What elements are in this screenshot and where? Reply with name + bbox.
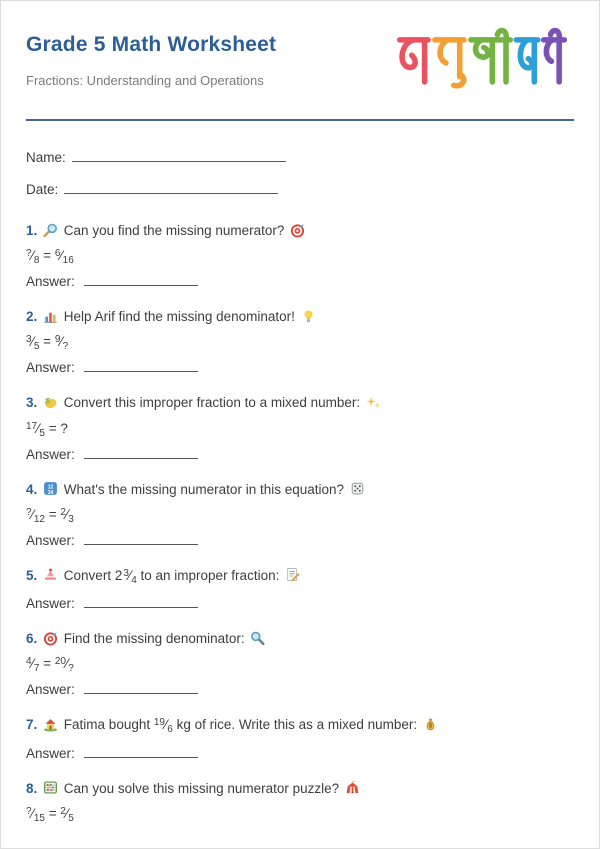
- equation-text: =: [48, 506, 57, 522]
- fraction: $^?⁄_{12}$: [26, 506, 45, 525]
- name-field: [26, 149, 574, 165]
- page-subtitle: Fractions: Understanding and Operations: [26, 73, 264, 88]
- answer-blank: [84, 596, 198, 608]
- equation: [26, 248, 574, 267]
- equation-text: =: [43, 656, 52, 672]
- question-number: 8.: [26, 780, 38, 796]
- question-text: [63, 717, 418, 736]
- denominator: 7: [33, 663, 40, 675]
- fraction: $^{17}⁄_5$: [26, 420, 45, 439]
- denominator: 6: [167, 724, 173, 736]
- equation: [26, 656, 574, 675]
- question-title: [26, 394, 574, 412]
- equation: [26, 334, 574, 353]
- question-number: 5.: [26, 567, 38, 583]
- memo-icon: [285, 567, 300, 582]
- question: [26, 630, 574, 697]
- question-number: 7.: [26, 717, 38, 733]
- text-segment: Can you solve this missing numerator puzzle?: [63, 780, 340, 796]
- question-number: 4.: [26, 481, 38, 497]
- house-garden-icon: [43, 717, 58, 732]
- numerator: 17: [26, 420, 38, 432]
- light-bulb-icon: [301, 309, 316, 324]
- answer-label: Answer:: [26, 682, 75, 698]
- numerator: 6: [54, 248, 61, 260]
- fraction: $^{19}⁄_6$: [153, 717, 173, 736]
- mango-icon: [43, 395, 58, 410]
- input-numbers-icon: [43, 481, 58, 496]
- answer-row: [26, 682, 574, 697]
- answer-row: [26, 360, 574, 375]
- date-field: [26, 181, 574, 197]
- answer-row: [26, 274, 574, 289]
- denominator: 5: [39, 427, 45, 439]
- question-title: [26, 481, 574, 499]
- denominator: 15: [33, 812, 45, 824]
- questions: [26, 222, 574, 824]
- denominator: 3: [68, 513, 74, 525]
- answer-blank: [84, 274, 198, 286]
- answer-blank: [84, 360, 198, 372]
- equation: [26, 506, 574, 525]
- text-segment: Convert this improper fraction to a mixed number:: [63, 395, 361, 411]
- denominator: 12: [33, 513, 45, 525]
- denominator: ?: [62, 341, 69, 353]
- fraction: $^6⁄_{16}$: [54, 248, 74, 267]
- text-segment: Find the missing denominator:: [63, 631, 245, 647]
- date-label: Date:: [26, 182, 59, 197]
- numerator: 2: [60, 506, 66, 518]
- question-text: [63, 567, 280, 586]
- target-icon: [290, 223, 305, 238]
- equation: [26, 805, 574, 824]
- question-title: [26, 630, 574, 648]
- logo-letter-2: [435, 40, 464, 86]
- sparkles-icon: [366, 395, 381, 410]
- numerator: 4: [26, 656, 32, 668]
- answer-row: [26, 533, 574, 548]
- denominator: 8: [33, 255, 40, 267]
- question: [26, 308, 574, 375]
- question: [26, 567, 574, 611]
- equation-text: =: [48, 420, 57, 436]
- fraction: $^{20}⁄_?$: [54, 656, 74, 675]
- logo-letter-4: [516, 40, 537, 82]
- answer-label: Answer:: [26, 745, 75, 761]
- denominator: 4: [131, 574, 137, 586]
- answer-row: [26, 596, 574, 611]
- equation-text: ?: [60, 420, 68, 436]
- magnifier-right-icon: [250, 631, 265, 646]
- student-fields: [26, 149, 574, 197]
- answer-label: Answer:: [26, 274, 75, 290]
- numerator: ?: [26, 248, 32, 260]
- equation: [26, 420, 574, 439]
- denominator: ?: [68, 663, 74, 675]
- answer-row: [26, 746, 574, 761]
- name-label: Name:: [26, 150, 66, 165]
- question-number: 1.: [26, 223, 38, 238]
- cake-slice-icon: [43, 567, 58, 582]
- text-segment: Can you find the missing numerator?: [63, 223, 285, 238]
- answer-blank: [84, 447, 198, 459]
- numerator: ?: [26, 805, 32, 817]
- question-number: 3.: [26, 395, 38, 411]
- question-text: [64, 781, 339, 796]
- date-blank: [64, 181, 278, 194]
- target-icon: [43, 631, 58, 646]
- text-segment: Fatima bought: [63, 717, 151, 733]
- fraction: $^3⁄_5$: [26, 334, 40, 353]
- answer-label: Answer:: [26, 360, 75, 376]
- numerator: 2: [60, 805, 66, 817]
- equation-text: =: [43, 248, 52, 264]
- answer-blank: [84, 682, 198, 694]
- header-text-block: [26, 27, 276, 88]
- question-number: 2.: [26, 309, 38, 325]
- whole-number: 2: [114, 567, 123, 583]
- numerator: 3: [26, 334, 32, 346]
- fraction: $^3⁄_4$: [123, 567, 137, 586]
- question-text: [64, 631, 245, 646]
- question: [26, 780, 574, 824]
- numerator: 3: [123, 567, 129, 579]
- numerator: 20: [54, 656, 66, 668]
- question: [26, 716, 574, 760]
- money-bag-icon: [423, 717, 438, 732]
- question-text: [64, 309, 295, 324]
- denominator: 16: [62, 255, 74, 267]
- mixed-number: [114, 567, 137, 586]
- question-title: [26, 716, 574, 734]
- question-text: [64, 395, 360, 410]
- numerator: 9: [54, 334, 61, 346]
- fraction: $^2⁄_5$: [60, 805, 74, 824]
- text-segment: What's the missing numerator in this equation?: [63, 481, 345, 497]
- fraction: $^9⁄_?$: [54, 334, 69, 353]
- logo-letter-1: [400, 40, 428, 82]
- bar-chart-icon: [43, 309, 58, 324]
- question: [26, 222, 574, 289]
- text-segment: to an improper fraction:: [140, 567, 280, 583]
- text-segment: Help Arif find the missing denominator!: [63, 309, 295, 325]
- question-title: [26, 780, 574, 798]
- answer-label: Answer:: [26, 446, 75, 462]
- text-segment: Convert: [63, 567, 112, 583]
- question-text: [64, 223, 285, 238]
- logo: [390, 27, 574, 99]
- equation-text: =: [43, 334, 52, 350]
- name-blank: [72, 149, 286, 162]
- circus-tent-icon: [345, 780, 360, 795]
- fraction: $^4⁄_7$: [26, 656, 40, 675]
- answer-label: Answer:: [26, 596, 75, 612]
- page-title: Grade 5 Math Worksheet: [26, 33, 277, 56]
- header-divider: [26, 119, 574, 121]
- answer-row: [26, 447, 574, 462]
- question-text: [64, 482, 344, 497]
- fraction: $^?⁄_8$: [26, 248, 40, 267]
- equation-text: =: [48, 805, 57, 821]
- text-segment: kg of rice. Write this as a mixed number:: [176, 717, 418, 733]
- answer-blank: [84, 746, 198, 758]
- magnifier-left-icon: [43, 223, 58, 238]
- question-number: 6.: [26, 631, 38, 647]
- numerator: 19: [153, 717, 165, 729]
- numerator: ?: [26, 506, 32, 518]
- answer-label: Answer:: [26, 532, 75, 548]
- denominator: 5: [33, 341, 40, 353]
- logo-letter-3: [471, 31, 510, 82]
- fraction: $^2⁄_3$: [60, 506, 74, 525]
- question-title: [26, 567, 574, 585]
- question: [26, 394, 574, 461]
- game-die-icon: [350, 481, 365, 496]
- question-title: [26, 308, 574, 326]
- header: [26, 27, 574, 99]
- question-title: [26, 222, 574, 240]
- answer-blank: [84, 533, 198, 545]
- question: [26, 481, 574, 548]
- logo-letter-5: [544, 31, 565, 82]
- denominator: 5: [68, 812, 74, 824]
- abacus-icon: [43, 780, 58, 795]
- fraction: $^?⁄_{15}$: [26, 805, 45, 824]
